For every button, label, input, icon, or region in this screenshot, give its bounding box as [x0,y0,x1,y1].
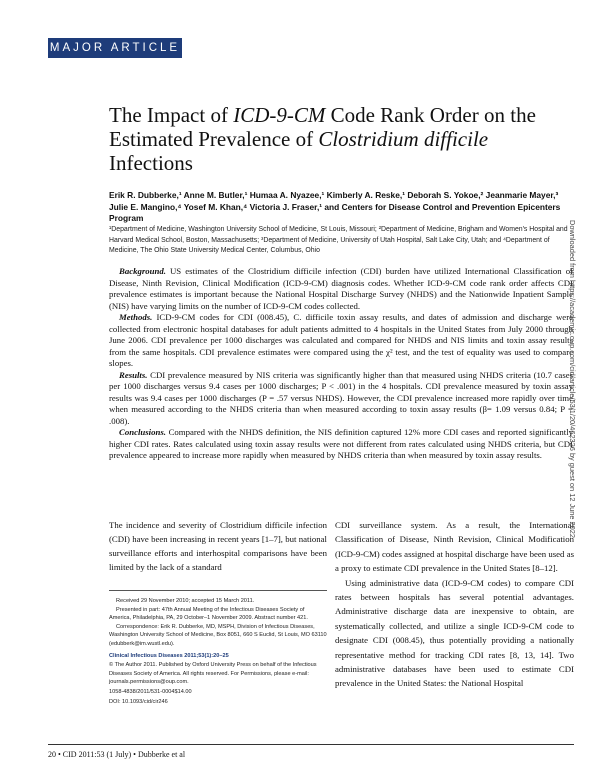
journal-citation: Clinical Infectious Diseases 2011;53(1):20–25 [109,652,229,659]
download-watermark: Downloaded from https://academic.oup.com/cid/article/53/1/20/462326 by guest on 12 June 2022 [568,220,577,538]
body-column-right: CDI surveillance system. As a result, the International Classification of Disease, Ninth Revision, Clinical Modification (ICD-9-CM) codes assigned at hospital discharge have been used as a proxy to estimate CDI prevalence in the United States [8–12]. Using administrative data (ICD-9-CM codes) to compare CDI rates between hospitals has several potential advantages. Administrative discharge data are inexpensive to obtain, are systematically collected, and utilize a single ICD-9-CM code to designate CDI (008.45), thus potentially providing a nationally representative method for tracking CDI rates [8, 13, 14]. Two administrative databases have been used to estimate CDI prevalence in the United States: the National Hospital [335,520,574,689]
copyright: © The Author 2011. Published by Oxford University Press on behalf of the Infectious Diseases Society of America. All rights reserved. For Permissions, please e-mail: journals.permissions@oup.com. [109,662,317,686]
abstract-background: Background. US estimates of the Clostridium difficile infection (CDI) burden have utilized International Classification of Disease, Ninth Revision, Clinical Modification (ICD-9-CM) diagnosis codes. Whether ICD-9-CM code rank order affects CDI prevalence estimates is important because the National Hospital Discharge Survey (NHDS) and the Nationwide Inpatient Sample (NIS) have varying limits on the number of ICD-9-CM codes collected. [109,266,573,311]
abstract [109,266,573,462]
affiliations: ¹Department of Medicine, Washington University School of Medicine, St Louis, Missouri; ²Department of Medicine, Brigham and Women's Hospital and Harvard Medical School, Boston, Massachusetts; ³Department of Medicine, University of Utah Hospital, Salt Lake City, Utah; and ⁴Department of Medicine, The Ohio State University Medical Center, Columbus, Ohio [109,226,568,254]
footer-divider [48,744,574,745]
abstract-methods: Methods. ICD-9-CM codes for CDI (008.45), C. difficile toxin assay results, and dates of admission and discharge were collected from electronic hospital databases for adult patients admitted to 4 hospitals in the United States from July 2000 through June 2006. CDI prevalence per 1000 discharges was calculated and compared for NHDS and NIS limits and toxin assay results from the same hospitals. CDI prevalence estimates were compared using the χ² test, and the test of equality was used to compare slopes. [109,312,573,368]
author-list: Erik R. Dubberke,¹ Anne M. Butler,¹ Humaa A. Nyazee,¹ Kimberly A. Reske,¹ Deborah S. Yokoe,² Jeanmarie Mayer,³ Julie E. Mangino,⁴ Yosef M. Khan,⁴ Victoria J. Fraser,¹ and Centers for Disease Control and Prevention Epicenters Program [109,190,561,223]
article-type-banner: MAJOR ARTICLE [48,38,182,58]
page-footer: 20 • CID 2011:53 (1 July) • Dubberke et al [48,750,186,759]
abstract-conclusions: Conclusions. Compared with the NHDS definition, the NIS definition captured 12% more CDI cases and reported significantly higher CDI rates. Rates calculated using toxin assay results were not different from rates calculated using NHDS criteria, but CDI prevalence appeared to increase more rapidly when measured by NHDS criteria than when measured by toxin assay results. [109,427,574,460]
abstract-results: Results. CDI prevalence measured by NIS criteria was significantly higher than that measured using NHDS criteria (10.7 cases per 1000 discharges versus 9.4 cases per 1000 discharges; P < .001) in the 4 hospitals. CDI prevalence measured by toxin assay results was 9.4 cases per 1000 discharges (P = .57 versus NHDS). However, the CDI prevalence increased more rapidly over time when measured according to the NHDS criteria than when measured according to toxin assay results (β= 1.09 versus 0.84; P = .008). [109,369,574,426]
article-notes: Received 29 November 2010; accepted 15 March 2011. Presented in part: 47th Annual Meeting of the Infectious Diseases Society of America, Philadelphia, PA, 29 October–1 November 2009. Abstract number 421. Correspondence: Erik R. Dubberke, MD, MSPH, Division of Infectious Diseases, Washington University School of Medicine, Box 8051, 660 S Euclid, St Louis, MO 63110 (edubberk@im.wustl.edu). Clinical Infectious Diseases 2011;53(1):20–25 © The Author 2011. Published by Oxford University Press on behalf of the Infectious Diseases Society of America. All rights reserved. For Permissions, please e-mail: journals.permissions@oup.com. 1058-4838/2011/531-0004$14.00 DOI: 10.1093/cid/cir246 [109,598,327,705]
body-column-left: The incidence and severity of Clostridium difficile infection (CDI) have been increasing in recent years [1–7], but national surveillance efforts and interhospital comparisons have been limited by the lack of a standard [109,520,327,572]
article-title: The Impact of ICD-9-CM Code Rank Order on the Estimated Prevalence of Clostridium difficile Infections [109,103,536,175]
doi: DOI: 10.1093/cid/cir246 [109,698,168,705]
notes-divider [109,590,327,591]
